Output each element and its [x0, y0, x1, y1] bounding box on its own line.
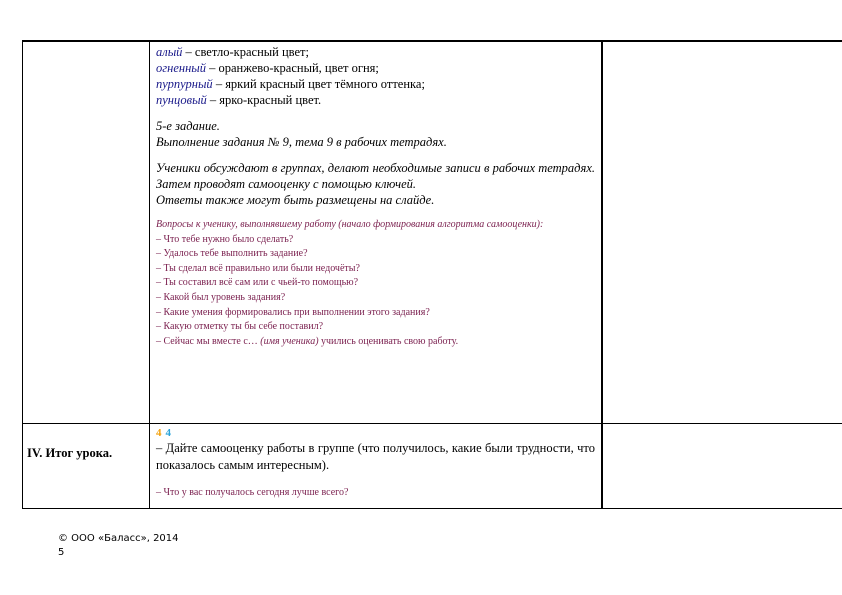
spacer	[156, 208, 595, 218]
stage-label: IV. Итог урока.	[27, 446, 113, 460]
question-item: – Какие умения формировались при выполнении этого задания?	[156, 306, 430, 318]
color-desc: – оранжево-красный, цвет огня;	[206, 61, 379, 75]
questions-intro: Вопросы к ученику, выполнявшему работу (начало формирования алгоритма самооценки):	[156, 219, 544, 230]
color-term: пурпурный	[156, 77, 213, 91]
question-student-name: (имя ученика)	[260, 335, 319, 347]
spacer	[156, 108, 595, 118]
question-prefix: – Сейчас мы вместе с…	[156, 335, 261, 347]
group-work-text: Ученики обсуждают в группах, делают необходимые записи в рабочих тетрадях. Затем проводят самооценку с помощью ключей.	[156, 161, 595, 191]
question-item: – Какую отметку ты бы себе поставил?	[156, 321, 324, 333]
lesson-plan-table	[22, 40, 842, 509]
notes-cell-empty	[602, 424, 842, 509]
stage-cell-empty	[23, 41, 150, 424]
question-item: – Удалось тебе выполнить задание?	[156, 248, 308, 260]
summary-text: – Дайте самооценку работы в группе (что получилось, какие были трудности, что показалось самым интересным).	[156, 441, 595, 472]
table-row	[23, 424, 842, 509]
slide-number: 4	[165, 427, 171, 439]
table-row	[23, 41, 842, 424]
question-item: – Какой был уровень задания?	[156, 291, 286, 303]
color-term: огненный	[156, 61, 206, 75]
self-assessment-questions	[156, 218, 595, 349]
question-item-last	[156, 335, 595, 350]
content-cell	[150, 41, 603, 424]
task-line: Выполнение задания № 9, тема 9 в рабочих тетрадях.	[156, 135, 447, 149]
color-term-line	[156, 92, 595, 108]
slide-number: 4	[156, 427, 162, 439]
color-term-line	[156, 76, 595, 92]
color-term: алый	[156, 45, 183, 59]
color-desc: – яркий красный цвет тёмного оттенка;	[212, 77, 425, 91]
task-title: 5-е задание.	[156, 119, 220, 133]
spacer	[156, 150, 595, 160]
copyright: © ООО «Баласс», 2014	[58, 533, 179, 544]
color-desc: – светло-красный цвет;	[182, 45, 309, 59]
question-suffix: учились оценивать свою работу.	[318, 335, 459, 347]
question-item: – Ты сделал всё правильно или были недочёты?	[156, 262, 360, 274]
color-term-line	[156, 44, 595, 60]
page-number: 5	[58, 547, 65, 558]
question-item: – Ты составил всё сам или с чьей-то помощью?	[156, 277, 359, 289]
summary-content-cell	[150, 424, 603, 509]
color-desc: – ярко-красный цвет.	[206, 93, 322, 107]
group-work-slide-note: Ответы также могут быть размещены на слайде.	[156, 193, 435, 207]
color-term-line	[156, 60, 595, 76]
question-item: – Что тебе нужно было сделать?	[156, 233, 294, 245]
color-term: пунцовый	[156, 93, 207, 107]
notes-cell-empty	[602, 41, 842, 424]
stage-cell	[23, 424, 150, 509]
slide-numbers	[156, 426, 595, 440]
summary-question: – Что у вас получалось сегодня лучше всего?	[156, 487, 349, 498]
